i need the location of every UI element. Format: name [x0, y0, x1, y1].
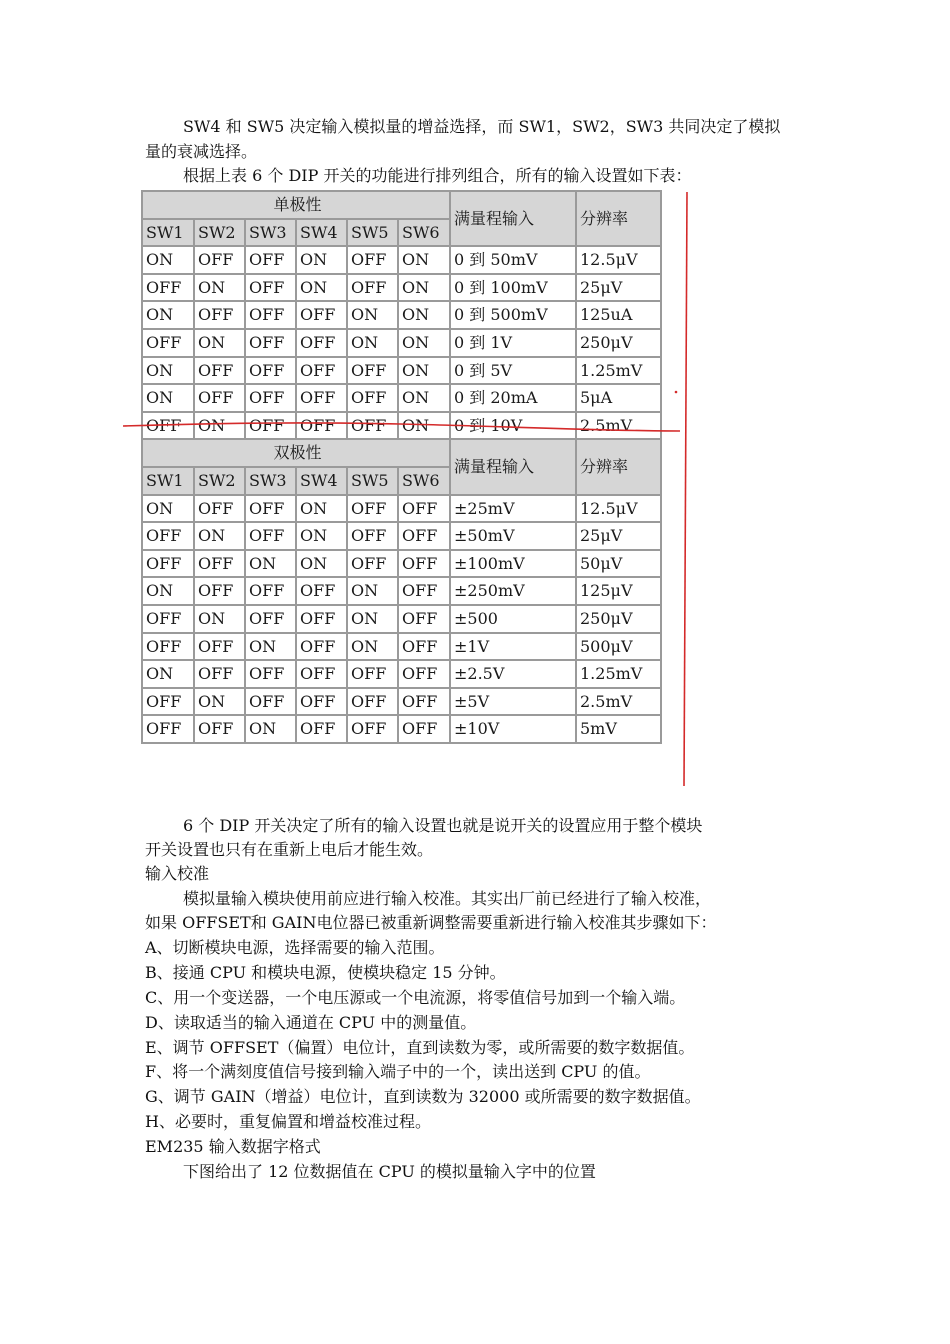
resolution-cell: 1.25mV [576, 357, 661, 385]
switch-state-cell: ON [398, 384, 450, 412]
full-scale-cell: ±25mV [450, 495, 576, 523]
resolution-cell: 5μA [576, 384, 661, 412]
bipolar-row [142, 577, 661, 605]
switch-state-cell: OFF [347, 357, 398, 385]
switch-state-cell: OFF [296, 715, 347, 743]
switch-state-cell: ON [194, 522, 245, 550]
switch-state-cell: OFF [398, 605, 450, 633]
switch-state-cell: ON [398, 274, 450, 302]
switch-state-cell: ON [347, 633, 398, 661]
switch-state-cell: ON [347, 577, 398, 605]
switch-state-cell: OFF [245, 688, 296, 716]
resolution-cell: 250μV [576, 605, 661, 633]
dip-switch-settings-table [141, 190, 662, 744]
switch-state-cell: OFF [194, 660, 245, 688]
switch-state-cell: OFF [245, 660, 296, 688]
switch-state-cell: ON [398, 412, 450, 440]
resolution-cell: 125μV [576, 577, 661, 605]
switch-state-cell: ON [347, 605, 398, 633]
resolution-header: 分辨率 [576, 191, 661, 246]
full-scale-header: 满量程输入 [450, 191, 576, 246]
switch-state-cell: ON [296, 550, 347, 578]
switch-state-cell: OFF [142, 412, 194, 440]
full-scale-cell: ±10V [450, 715, 576, 743]
bipolar-row [142, 605, 661, 633]
bipolar-row [142, 688, 661, 716]
sw3-header: SW3 [245, 467, 296, 495]
resolution-header: 分辨率 [576, 439, 661, 494]
switch-state-cell: OFF [142, 550, 194, 578]
step-a: A、切断模块电源，选择需要的输入范围。 [145, 938, 445, 957]
switch-state-cell: ON [245, 633, 296, 661]
sw4-header: SW4 [296, 467, 347, 495]
bipolar-row [142, 660, 661, 688]
unipolar-row [142, 384, 661, 412]
switch-state-cell: OFF [142, 633, 194, 661]
switch-state-cell: OFF [347, 660, 398, 688]
switch-state-cell: ON [245, 550, 296, 578]
switch-state-cell: ON [296, 274, 347, 302]
switch-state-cell: OFF [398, 550, 450, 578]
switch-state-cell: OFF [245, 522, 296, 550]
switch-state-cell: ON [142, 301, 194, 329]
switch-state-cell: OFF [142, 274, 194, 302]
switch-state-cell: OFF [245, 384, 296, 412]
switch-state-cell: OFF [245, 274, 296, 302]
full-scale-cell: 0 到 5V [450, 357, 576, 385]
full-scale-cell: 0 到 10V [450, 412, 576, 440]
switch-state-cell: OFF [245, 605, 296, 633]
switch-state-cell: OFF [398, 688, 450, 716]
full-scale-cell: ±5V [450, 688, 576, 716]
switch-state-cell: OFF [296, 384, 347, 412]
switch-state-cell: ON [347, 329, 398, 357]
full-scale-cell: 0 到 1V [450, 329, 576, 357]
switch-state-cell: ON [296, 246, 347, 274]
bipolar-row [142, 522, 661, 550]
full-scale-cell: 0 到 20mA [450, 384, 576, 412]
switch-state-cell: ON [398, 357, 450, 385]
sw6-header: SW6 [398, 219, 450, 247]
full-scale-cell: ±50mV [450, 522, 576, 550]
full-scale-cell: ±500 [450, 605, 576, 633]
switch-state-cell: OFF [142, 688, 194, 716]
switch-state-cell: ON [142, 660, 194, 688]
switch-state-cell: OFF [245, 412, 296, 440]
switch-state-cell: OFF [398, 715, 450, 743]
switch-state-cell: OFF [347, 495, 398, 523]
step-e: E、调节 OFFSET（偏置）电位计，直到读数为零，或所需要的数字数据值。 [145, 1038, 695, 1057]
switch-state-cell: OFF [194, 633, 245, 661]
resolution-cell: 12.5μV [576, 495, 661, 523]
switch-state-cell: ON [296, 495, 347, 523]
sw3-header: SW3 [245, 219, 296, 247]
handwritten-vertical-line [684, 192, 687, 786]
resolution-cell: 125uA [576, 301, 661, 329]
paragraph-calibration-line1: 模拟量输入模块使用前应进行输入校准。其实出厂前已经进行了输入校准， [183, 889, 712, 908]
heading-input-calibration: 输入校准 [145, 864, 210, 883]
switch-state-cell: OFF [194, 715, 245, 743]
switch-state-cell: OFF [142, 715, 194, 743]
switch-state-cell: ON [142, 577, 194, 605]
paragraph-dip-summary-line1: 6 个 DIP 开关决定了所有的输入设置也就是说开关的设置应用于整个模块 [183, 816, 703, 835]
full-scale-cell: ±250mV [450, 577, 576, 605]
switch-state-cell: OFF [347, 384, 398, 412]
switch-state-cell: OFF [296, 577, 347, 605]
paragraph-data-word-position: 下图给出了 12 位数据值在 CPU 的模拟量输入字中的位置 [183, 1162, 596, 1181]
switch-state-cell: OFF [398, 522, 450, 550]
switch-state-cell: OFF [194, 301, 245, 329]
switch-state-cell: OFF [245, 329, 296, 357]
resolution-cell: 2.5mV [576, 412, 661, 440]
switch-state-cell: OFF [245, 495, 296, 523]
paragraph-gain-selection-line1: SW4 和 SW5 决定输入模拟量的增益选择，而 SW1，SW2，SW3 共同决定了模拟 [183, 117, 781, 136]
step-f: F、将一个满刻度值信号接到输入端子中的一个，读出送到 CPU 的值。 [145, 1062, 651, 1081]
switch-state-cell: OFF [245, 357, 296, 385]
switch-state-cell: OFF [245, 246, 296, 274]
full-scale-cell: 0 到 50mV [450, 246, 576, 274]
switch-state-cell: OFF [142, 522, 194, 550]
resolution-cell: 12.5μV [576, 246, 661, 274]
switch-state-cell: OFF [296, 357, 347, 385]
paragraph-gain-selection-line2: 量的衰减选择。 [145, 142, 258, 161]
switch-state-cell: OFF [347, 274, 398, 302]
switch-state-cell: ON [398, 329, 450, 357]
bipolar-row [142, 550, 661, 578]
full-scale-cell: 0 到 500mV [450, 301, 576, 329]
full-scale-cell: 0 到 100mV [450, 274, 576, 302]
paragraph-dip-summary-line2: 开关设置也只有在重新上电后才能生效。 [145, 840, 434, 859]
sw4-header: SW4 [296, 219, 347, 247]
step-b: B、接通 CPU 和模块电源，使模块稳定 15 分钟。 [145, 963, 506, 982]
switch-state-cell: ON [142, 495, 194, 523]
sw2-header: SW2 [194, 219, 245, 247]
unipolar-title-row [142, 191, 661, 219]
bipolar-title-row [142, 439, 661, 467]
switch-state-cell: ON [194, 412, 245, 440]
switch-state-cell: OFF [398, 495, 450, 523]
unipolar-row [142, 274, 661, 302]
switch-state-cell: OFF [347, 412, 398, 440]
switch-state-cell: ON [142, 384, 194, 412]
unipolar-row [142, 357, 661, 385]
resolution-cell: 50μV [576, 550, 661, 578]
sw5-header: SW5 [347, 467, 398, 495]
switch-state-cell: OFF [296, 412, 347, 440]
resolution-cell: 250μV [576, 329, 661, 357]
switch-state-cell: OFF [347, 715, 398, 743]
step-d: D、读取适当的输入通道在 CPU 中的测量值。 [145, 1013, 477, 1032]
step-h: H、必要时，重复偏置和增益校准过程。 [145, 1112, 431, 1131]
bipolar-row [142, 633, 661, 661]
unipolar-title: 单极性 [142, 191, 450, 219]
switch-state-cell: OFF [194, 357, 245, 385]
step-c: C、用一个变送器，一个电压源或一个电流源，将零值信号加到一个输入端。 [145, 988, 686, 1007]
switch-state-cell: OFF [142, 605, 194, 633]
switch-state-cell: OFF [296, 633, 347, 661]
switch-state-cell: OFF [245, 577, 296, 605]
switch-state-cell: OFF [347, 246, 398, 274]
switch-state-cell: OFF [296, 660, 347, 688]
bipolar-section [142, 439, 661, 743]
switch-state-cell: ON [194, 688, 245, 716]
unipolar-row [142, 329, 661, 357]
step-g: G、调节 GAIN（增益）电位计，直到读数为 32000 或所需要的数字数据值。 [145, 1087, 701, 1106]
switch-state-cell: OFF [347, 522, 398, 550]
handwritten-dot [675, 391, 678, 394]
switch-state-cell: OFF [194, 550, 245, 578]
switch-state-cell: ON [194, 329, 245, 357]
switch-state-cell: OFF [347, 688, 398, 716]
unipolar-row [142, 301, 661, 329]
switch-state-cell: OFF [194, 495, 245, 523]
switch-state-cell: OFF [296, 688, 347, 716]
bipolar-row [142, 495, 661, 523]
bipolar-row [142, 715, 661, 743]
switch-state-cell: ON [245, 715, 296, 743]
resolution-cell: 5mV [576, 715, 661, 743]
paragraph-calibration-line2: 如果 OFFSET和 GAIN电位器已被重新调整需要重新进行输入校准其步骤如下： [145, 913, 717, 932]
unipolar-row [142, 246, 661, 274]
switch-state-cell: OFF [296, 301, 347, 329]
switch-state-cell: ON [398, 301, 450, 329]
full-scale-cell: ±1V [450, 633, 576, 661]
switch-state-cell: ON [142, 357, 194, 385]
full-scale-header: 满量程输入 [450, 439, 576, 494]
switch-state-cell: OFF [296, 605, 347, 633]
switch-state-cell: ON [296, 522, 347, 550]
switch-state-cell: ON [142, 246, 194, 274]
switch-state-cell: OFF [398, 633, 450, 661]
sw1-header: SW1 [142, 219, 194, 247]
sw2-header: SW2 [194, 467, 245, 495]
switch-state-cell: OFF [245, 301, 296, 329]
switch-state-cell: OFF [142, 329, 194, 357]
resolution-cell: 1.25mV [576, 660, 661, 688]
full-scale-cell: ±2.5V [450, 660, 576, 688]
switch-state-cell: OFF [347, 550, 398, 578]
switch-state-cell: OFF [398, 577, 450, 605]
bipolar-title: 双极性 [142, 439, 450, 467]
unipolar-section [142, 191, 661, 439]
switch-state-cell: ON [398, 246, 450, 274]
switch-state-cell: ON [194, 274, 245, 302]
switch-state-cell: OFF [194, 246, 245, 274]
resolution-cell: 500μV [576, 633, 661, 661]
heading-em235-data-format: EM235 输入数据字格式 [145, 1137, 321, 1156]
paragraph-table-intro: 根据上表 6 个 DIP 开关的功能进行排列组合，所有的输入设置如下表： [183, 166, 692, 185]
switch-state-cell: ON [347, 301, 398, 329]
switch-state-cell: OFF [296, 329, 347, 357]
sw1-header: SW1 [142, 467, 194, 495]
sw6-header: SW6 [398, 467, 450, 495]
switch-state-cell: OFF [398, 660, 450, 688]
full-scale-cell: ±100mV [450, 550, 576, 578]
switch-state-cell: OFF [194, 577, 245, 605]
resolution-cell: 25μV [576, 274, 661, 302]
switch-state-cell: ON [194, 605, 245, 633]
resolution-cell: 2.5mV [576, 688, 661, 716]
unipolar-row [142, 412, 661, 440]
switch-state-cell: OFF [194, 384, 245, 412]
sw5-header: SW5 [347, 219, 398, 247]
resolution-cell: 25μV [576, 522, 661, 550]
